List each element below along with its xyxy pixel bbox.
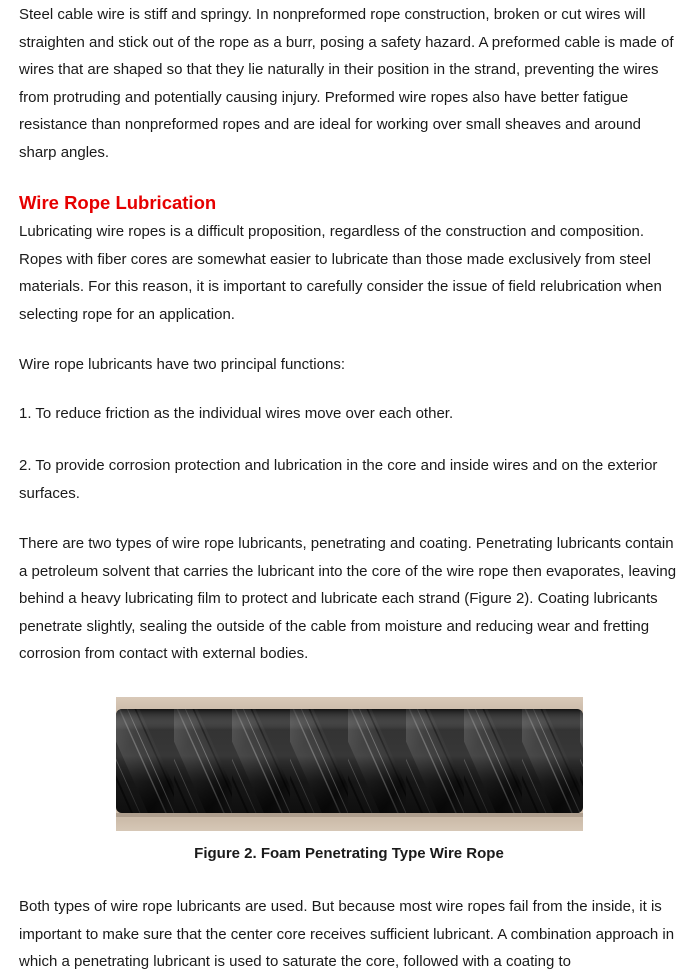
section-heading-wire-rope-lubrication: Wire Rope Lubrication — [19, 192, 217, 213]
closing-paragraph: Both types of wire rope lubricants are used. But because most wire ropes fail from the inside, it is important to make sure that the center core receives sufficient lubricant. A combination approach in which a penetrating lubricant is used to saturate the core, followed with a coating to — [19, 898, 675, 971]
lubrication-functions-intro: Wire rope lubricants have two principal functions: — [19, 356, 345, 373]
lubricant-types-paragraph: There are two types of wire rope lubricants, penetrating and coating. Penetrating lubricants contain a petroleum solvent that carries the lubricant into the core of the wire rope then evaporates, leaving behind a heavy lubricating film to protect and lubricate each strand (Figure 2). Coating lubricants penetrate slightly, sealing the outside of the cable from moisture and reducing wear and fretting corrosion from contact with external bodies. — [19, 535, 677, 663]
wire-rope-photo — [116, 697, 583, 831]
intro-paragraph: Steel cable wire is stiff and springy. In nonpreformed rope construction, broken or cut wires will straighten and stick out of the rope as a burr, posing a safety hazard. A preformed cable is made of wires that are shaped so that they lie naturally in their position in the strand, preventing the wires from protruding and potentially causing injury. Preformed wire ropes also have better fatigue resistance than nonpreformed ropes and are ideal for working over small sheaves and around sharp angles. — [19, 6, 674, 161]
lubrication-function-item-2: 2. To provide corrosion protection and lubrication in the core and inside wires and on the exterior surfaces. — [19, 457, 658, 502]
lubrication-paragraph-1: Lubricating wire ropes is a difficult proposition, regardless of the construction and composition. Ropes with fiber cores are somewhat easier to lubricate than those made exclusively from steel materials. For this reason, it is important to carefully consider the issue of field relubrication when selecting rope for an application. — [19, 223, 662, 323]
lubrication-function-item-1: 1. To reduce friction as the individual wires move over each other. — [19, 405, 454, 422]
figure-caption: Figure 2. Foam Penetrating Type Wire Rope — [194, 845, 504, 862]
